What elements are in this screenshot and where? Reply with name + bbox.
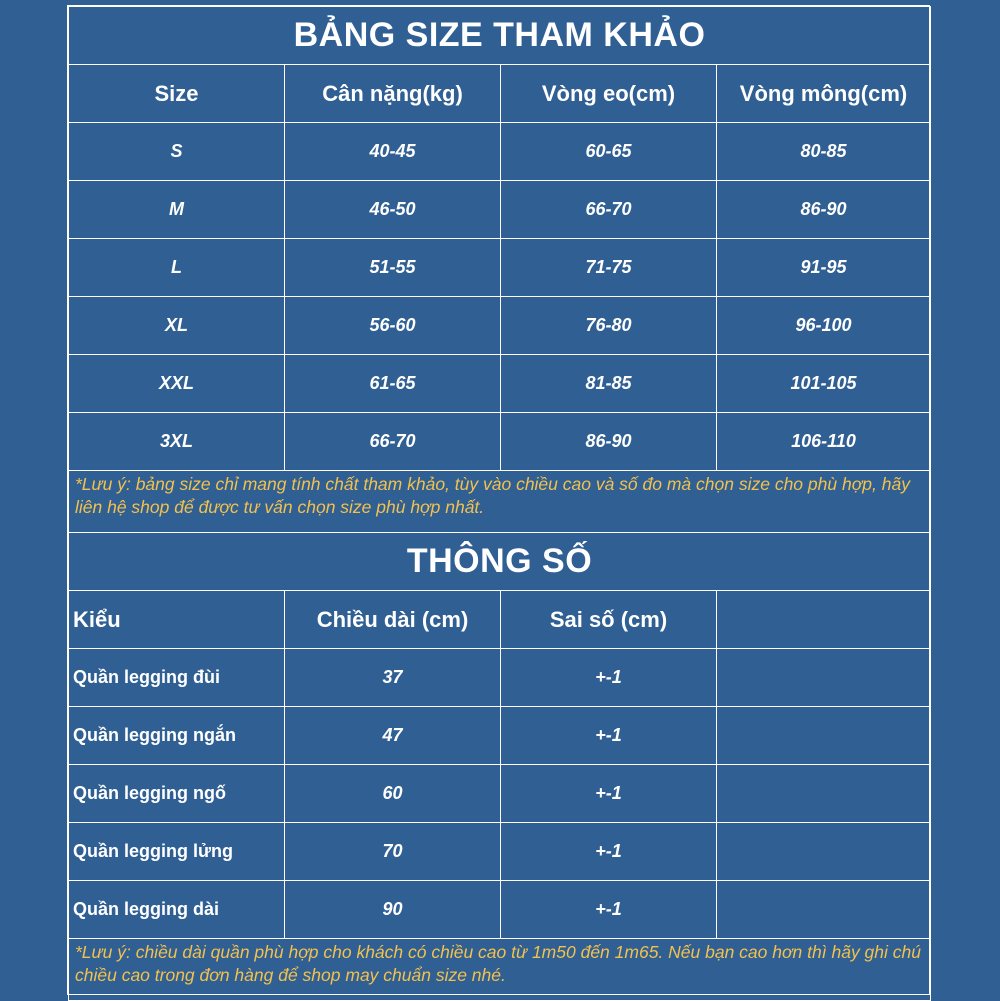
table-row xyxy=(69,823,931,881)
tolerance-cell: +-1 xyxy=(501,823,717,881)
table-row xyxy=(69,881,931,939)
size-cell: XXL xyxy=(69,355,285,413)
waist-cell: 81-85 xyxy=(501,355,717,413)
header-weight: Cân nặng(kg) xyxy=(285,65,501,123)
hip-cell: 86-90 xyxy=(717,181,931,239)
spec-chart-header-row xyxy=(69,591,931,649)
length-cell: 90 xyxy=(285,881,501,939)
spec-chart-note: *Lưu ý: chiều dài quần phù hợp cho khách có chiều cao từ 1m50 đến 1m65. Nếu bạn cao hơn thì hãy ghi chú chiều cao trong đơn hàng để shop may chuẩn size nhé. xyxy=(69,939,931,1001)
table-row xyxy=(69,181,931,239)
tolerance-cell: +-1 xyxy=(501,707,717,765)
waist-cell: 86-90 xyxy=(501,413,717,471)
empty-cell xyxy=(717,707,931,765)
header-tolerance: Sai số (cm) xyxy=(501,591,717,649)
header-size: Size xyxy=(69,65,285,123)
spec-chart-note-row xyxy=(69,939,931,1001)
weight-cell: 66-70 xyxy=(285,413,501,471)
table-row xyxy=(69,239,931,297)
size-chart-note-row xyxy=(69,471,931,533)
weight-cell: 40-45 xyxy=(285,123,501,181)
size-cell: M xyxy=(69,181,285,239)
tolerance-cell: +-1 xyxy=(501,881,717,939)
tolerance-cell: +-1 xyxy=(501,765,717,823)
empty-cell xyxy=(717,765,931,823)
header-empty xyxy=(717,591,931,649)
header-waist: Vòng eo(cm) xyxy=(501,65,717,123)
weight-cell: 46-50 xyxy=(285,181,501,239)
size-chart-title-row xyxy=(69,7,931,65)
waist-cell: 71-75 xyxy=(501,239,717,297)
table-row xyxy=(69,649,931,707)
weight-cell: 51-55 xyxy=(285,239,501,297)
tolerance-cell: +-1 xyxy=(501,649,717,707)
size-cell: L xyxy=(69,239,285,297)
style-cell: Quần legging ngố xyxy=(69,765,285,823)
header-style: Kiểu xyxy=(69,591,285,649)
size-guide-sheet xyxy=(67,5,930,995)
empty-cell xyxy=(717,649,931,707)
style-cell: Quần legging dài xyxy=(69,881,285,939)
style-cell: Quần legging đùi xyxy=(69,649,285,707)
waist-cell: 60-65 xyxy=(501,123,717,181)
hip-cell: 80-85 xyxy=(717,123,931,181)
style-cell: Quần legging ngắn xyxy=(69,707,285,765)
size-chart-note: *Lưu ý: bảng size chỉ mang tính chất tham khảo, tùy vào chiều cao và số đo mà chọn size cho phù hợp, hãy liên hệ shop để được tư vấn chọn size phù hợp nhất. xyxy=(69,471,931,533)
hip-cell: 96-100 xyxy=(717,297,931,355)
length-cell: 37 xyxy=(285,649,501,707)
length-cell: 60 xyxy=(285,765,501,823)
table-row xyxy=(69,297,931,355)
empty-cell xyxy=(717,881,931,939)
length-cell: 70 xyxy=(285,823,501,881)
header-length: Chiều dài (cm) xyxy=(285,591,501,649)
table-row xyxy=(69,123,931,181)
size-cell: 3XL xyxy=(69,413,285,471)
spec-chart-title-row xyxy=(69,533,931,591)
empty-cell xyxy=(717,823,931,881)
spec-chart-title: THÔNG SỐ xyxy=(69,533,931,591)
table-row xyxy=(69,413,931,471)
hip-cell: 101-105 xyxy=(717,355,931,413)
hip-cell: 106-110 xyxy=(717,413,931,471)
waist-cell: 66-70 xyxy=(501,181,717,239)
size-chart-title: BẢNG SIZE THAM KHẢO xyxy=(69,7,931,65)
weight-cell: 61-65 xyxy=(285,355,501,413)
size-cell: S xyxy=(69,123,285,181)
table-row xyxy=(69,765,931,823)
hip-cell: 91-95 xyxy=(717,239,931,297)
waist-cell: 76-80 xyxy=(501,297,717,355)
header-hip: Vòng mông(cm) xyxy=(717,65,931,123)
size-guide-table xyxy=(68,6,931,1001)
weight-cell: 56-60 xyxy=(285,297,501,355)
size-chart-header-row xyxy=(69,65,931,123)
table-row xyxy=(69,355,931,413)
table-row xyxy=(69,707,931,765)
style-cell: Quần legging lửng xyxy=(69,823,285,881)
size-cell: XL xyxy=(69,297,285,355)
length-cell: 47 xyxy=(285,707,501,765)
